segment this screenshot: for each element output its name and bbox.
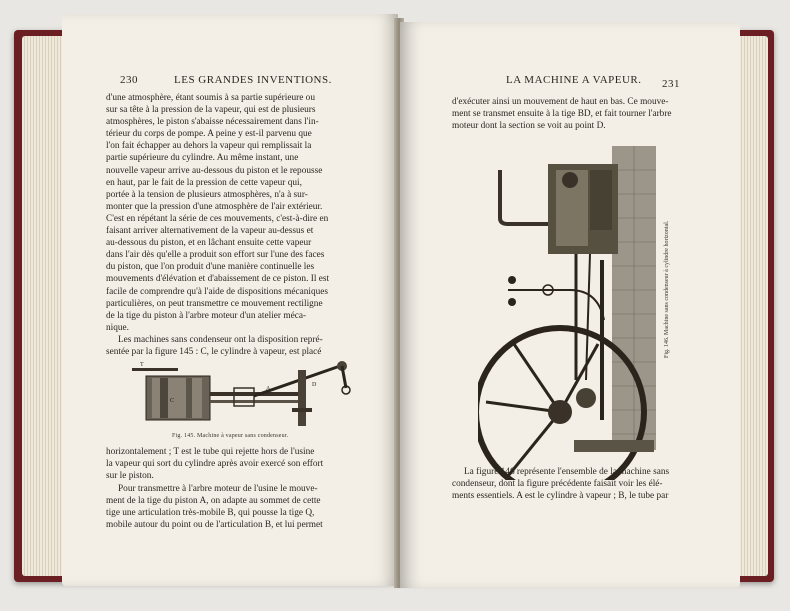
left-running-head: LES GRANDES INVENTIONS. [174,74,332,86]
right-running-head: LA MACHINE A VAPEUR. [506,74,642,86]
text-line: particulières, on peut transmettre ce mouvement rectiligne [106,298,323,309]
text-line: sur le piston. [106,471,154,482]
text-line: C'est en répétant la série de ces mouvements, c'est-à-dire en [106,213,329,224]
page-edges-left [22,36,62,576]
right-page-number: 231 [662,78,680,90]
text-line: tige une articulation très-mobile B, qui pousse la tige Q, [106,508,315,519]
text-line: moteur dont la section se voit au point D. [452,121,606,132]
page-edges-right [738,36,768,576]
text-line: faisant arriver alternativement de la vapeur au-dessus et [106,226,314,237]
text-line: au-dessous du piston, et en lâchant ensuite cette vapeur [106,238,312,249]
text-line: térieur du corps de pompe. A peine y est-il parvenu que [106,129,312,140]
text-line: atmosphères, le piston s'abaisse nécessairement dans l'in- [106,117,319,128]
figure-145-engine-illustration [130,354,360,429]
figure-label-d: D [312,382,317,388]
text-line: condenseur, dont la figure précédente faisait voir les élé- [452,479,663,490]
text-line: d'une atmosphère, étant soumis à sa partie supérieure ou [106,93,315,103]
left-para-4 [106,483,398,531]
text-line: partie supérieure du cylindre. Au même instant, une [106,153,299,164]
text-line: sur sa tête à la pression de la vapeur, qui est de plusieurs [106,105,316,116]
text-line: la vapeur qui sort du cylindre après avoir exercé son effort [106,459,324,470]
figure-145-caption: Fig. 145. Machine à vapeur sans condenseur. [172,433,289,439]
text-line: facile de comprendre qu'à l'aide de dispositions mécaniques [106,286,329,297]
figure-146-caption: Fig. 146. Machine sans condenseur à cylindre horizontal. [664,220,670,358]
text-line: horizontalement ; T est le tube qui rejette hors de l'usine [106,447,315,457]
text-line: ment se transmet ensuite à la tige BD, et fait tourner l'arbre [452,109,672,120]
text-line: ments essentiels. A est le cylindre à vapeur ; B, le tube par [452,491,669,502]
text-line: l'on fait échapper au dehors la vapeur qui remplissait la [106,141,312,152]
text-line: nouvelle vapeur arrive au-dessous du piston et le repousse [106,165,323,176]
text-line: dans l'air dès qu'elle a produit son effort sur l'une des faces [106,250,325,261]
figure-label-a: A [266,386,271,392]
text-line: du piston, que l'on produit d'une manière continuelle les [106,262,315,273]
text-line: portée à la tension de plusieurs atmosphères, n'a à sur- [106,189,308,200]
text-line: en haut, par le fait de la pression de cette vapeur qui, [106,177,302,188]
text-line: de la tige du piston à l'arbre moteur d'un atelier méca- [106,310,307,321]
text-line: mouvements d'élévation et d'abaissement de ce piston. Il est [106,274,330,285]
text-line: mobile autour du point ou de l'articulation B, et lui permet [106,520,323,531]
text-line: Les machines sans condenseur ont la disposition repré- [118,335,323,345]
left-para-1 [106,92,398,334]
left-page [62,14,398,586]
text-line: d'exécuter ainsi un mouvement de haut en bas. Ce mouve- [452,97,669,107]
figure-146-engine-illustration [478,140,668,480]
text-line: monter que la pression d'une atmosphère de l'air extérieur. [106,201,323,212]
figure-label-t: T [140,362,144,368]
left-para-3 [106,446,398,482]
figure-label-c: C [170,398,175,404]
text-line: nique. [106,322,129,333]
right-page [400,22,740,588]
text-line: La figure 146 représente l'ensemble de la machine sans [464,467,670,477]
text-line: Pour transmettre à l'arbre moteur de l'usine le mouve- [118,484,318,494]
right-para-1 [452,96,728,132]
left-page-number: 230 [120,74,138,86]
text-line: sentée par la figure 145 : C, le cylindre à vapeur, est placé [106,347,322,358]
text-line: ment de la tige du piston A, on adapte au sommet de cette [106,496,321,507]
right-para-2 [452,466,728,502]
